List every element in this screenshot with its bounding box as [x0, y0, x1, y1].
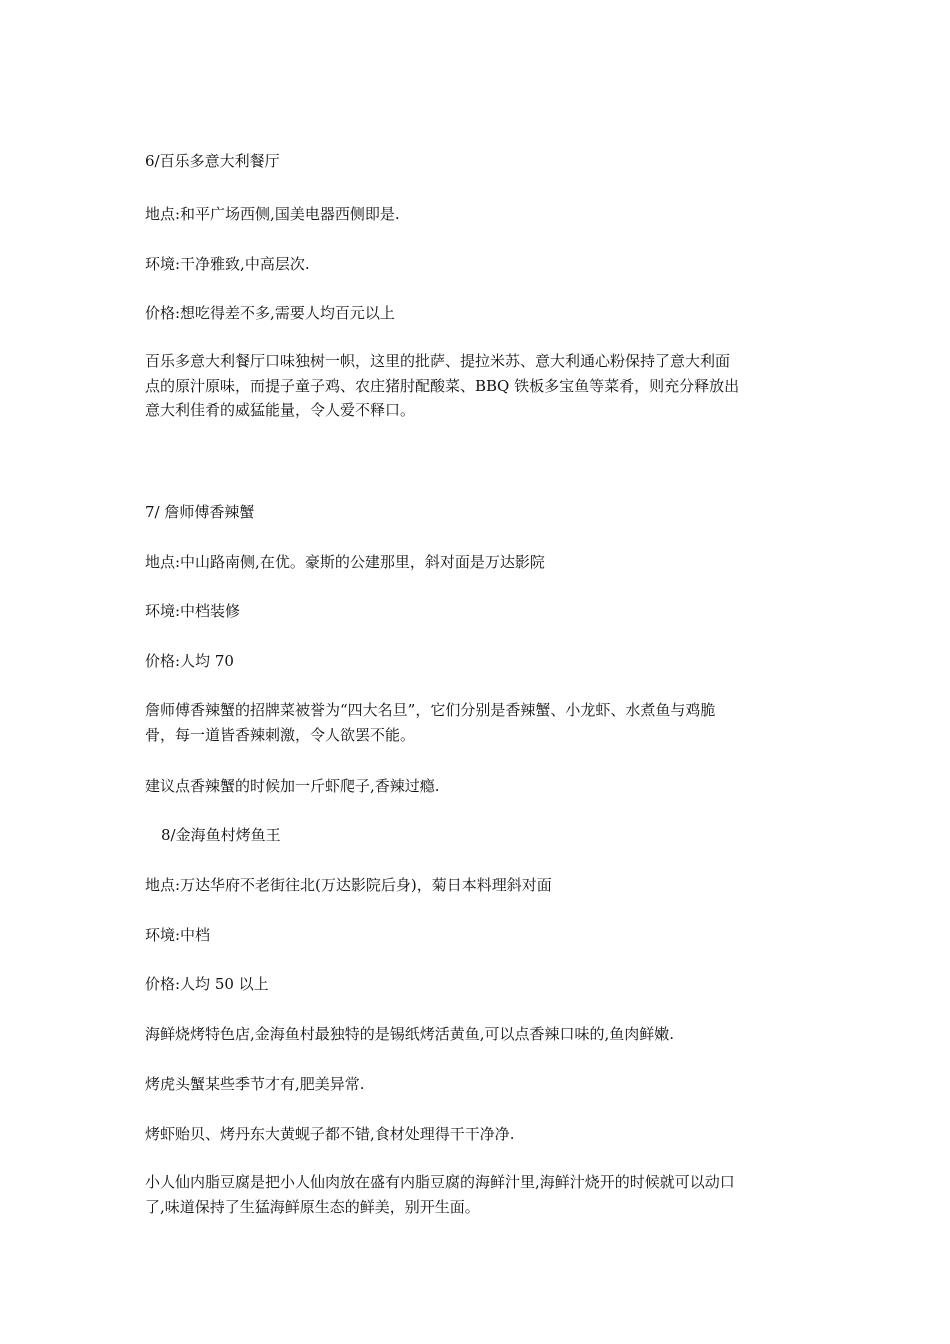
section-8-description-line: 小人仙内脂豆腐是把小人仙肉放在盛有内脂豆腐的海鲜汁里,海鲜汁烧开的时候就可以动口 — [145, 1173, 735, 1191]
section-8-price: 价格:人均 50 以上 — [145, 975, 269, 993]
section-7-description — [145, 698, 825, 747]
section-7-description-line: 詹师傅香辣蟹的招牌菜被誉为“四大名旦”，它们分别是香辣蟹、小龙虾、水煮鱼与鸡脆 — [145, 701, 716, 719]
section-8-note: 烤虾贻贝、烤丹东大黄蚬子都不错,食材处理得干干净净. — [145, 1125, 515, 1143]
section-6-description — [145, 349, 825, 423]
section-6-environment: 环境:干净雅致,中高层次. — [145, 255, 310, 273]
section-6-description-line: 百乐多意大利餐厅口味独树一帜，这里的批萨、提拉米苏、意大利通心粉保持了意大利面 — [145, 352, 731, 370]
section-7-heading: 7/ 詹师傅香辣蟹 — [145, 503, 255, 521]
section-7-tip: 建议点香辣蟹的时候加一斤虾爬子,香辣过瘾. — [145, 777, 440, 795]
section-8-location: 地点:万达华府不老街往北(万达影院后身)，菊日本料理斜对面 — [145, 876, 552, 894]
section-8-note: 烤虎头蟹某些季节才有,肥美异常. — [145, 1075, 365, 1093]
section-7-price: 价格:人均 70 — [145, 652, 234, 670]
section-7-environment: 环境:中档装修 — [145, 602, 241, 620]
section-8-heading: 8/金海鱼村烤鱼王 — [161, 826, 281, 844]
section-8-environment: 环境:中档 — [145, 926, 211, 944]
section-6-price: 价格:想吃得差不多,需要人均百元以上 — [145, 304, 395, 322]
section-7-description-line: 骨，每一道皆香辣刺激，令人欲罢不能。 — [145, 725, 416, 744]
section-7-location: 地点:中山路南侧,在优。豪斯的公建那里，斜对面是万达影院 — [145, 553, 545, 571]
section-6-heading: 6/百乐多意大利餐厅 — [145, 152, 280, 170]
section-8-description — [145, 1170, 825, 1219]
section-8-description-line: 了,味道保持了生猛海鲜原生态的鲜美，别开生面。 — [145, 1197, 480, 1216]
section-8-note: 海鲜烧烤特色店,金海鱼村最独特的是锡纸烤活黄鱼,可以点香辣口味的,鱼肉鲜嫩. — [145, 1025, 675, 1043]
section-6-description-line: 点的原汁原味，而提子童子鸡、农庄猪肘配酸菜、BBQ 铁板多宝鱼等菜肴，则充分释放出 — [145, 376, 740, 395]
section-6-location: 地点:和平广场西侧,国美电器西侧即是. — [145, 205, 400, 223]
section-6-description-line: 意大利佳肴的威猛能量，令人爱不释口。 — [145, 401, 416, 419]
